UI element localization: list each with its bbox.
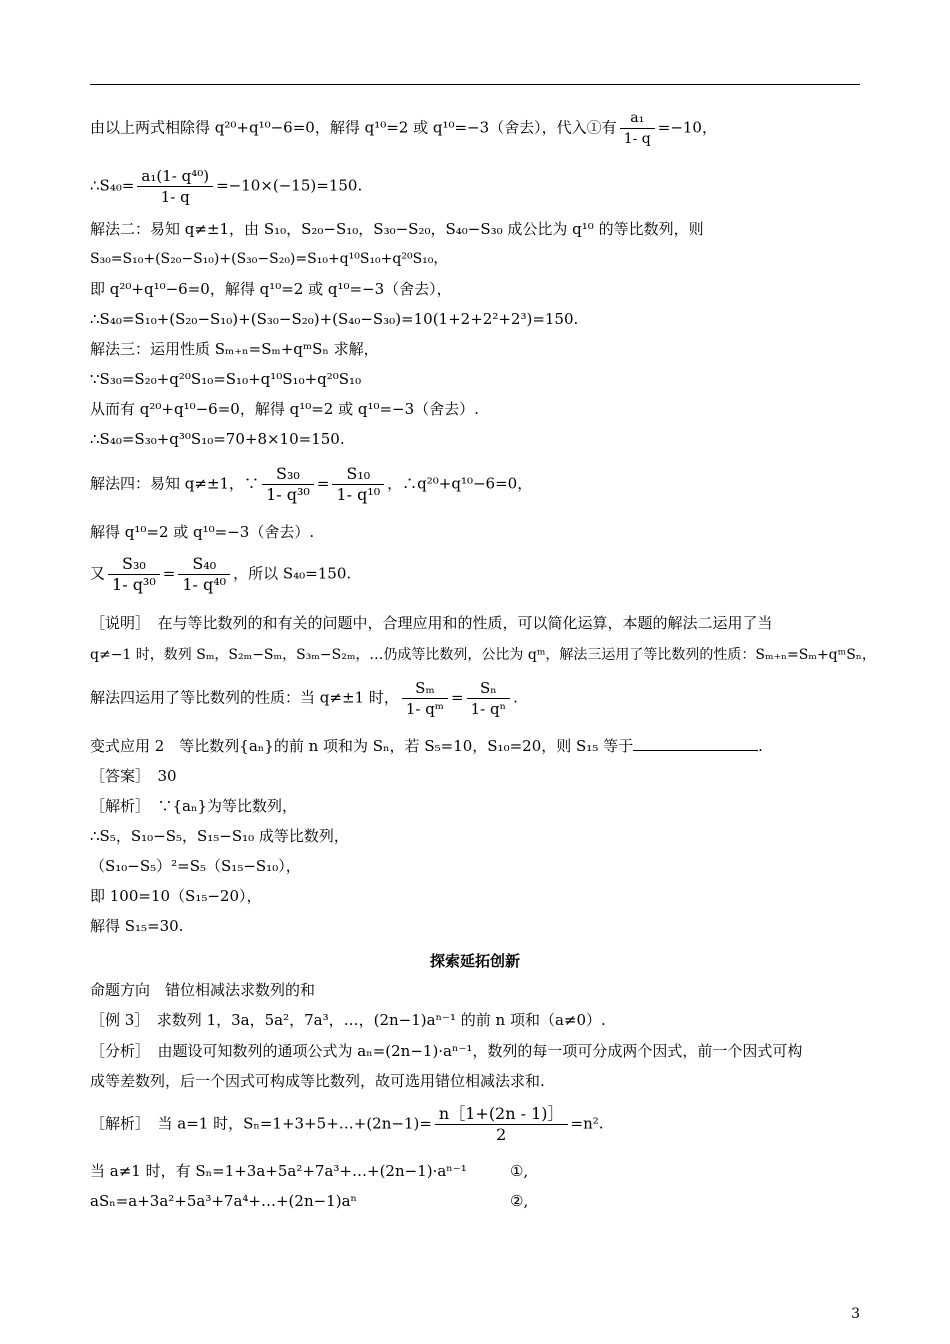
denominator: 1- qⁿ	[470, 700, 507, 718]
line-20: ∴S₅，S₁₀−S₅，S₁₅−S₁₀ 成等比数列，	[90, 827, 349, 845]
numerator: S₄₀	[178, 554, 230, 575]
line-1	[90, 108, 717, 149]
denominator: 1- q³⁰	[112, 575, 156, 594]
line-14: ［说明］ 在与等比数列的和有关的问题中，合理应用和的性质，可以简化运算，本题的解法二运用了当	[90, 614, 773, 632]
line-7: 解法三：运用性质 Sₘ₊ₙ=Sₘ+qᵐSₙ 求解，	[90, 340, 379, 358]
text: ∴S₄₀=	[90, 176, 135, 195]
line-9: 从而有 q²⁰+q¹⁰−6=0，解得 q¹⁰=2 或 q¹⁰=−3（舍去）.	[90, 400, 479, 418]
text: .	[758, 737, 763, 755]
line-5: 即 q²⁰+q¹⁰−6=0，解得 q¹⁰=2 或 q¹⁰=−3（舍去），	[90, 280, 452, 298]
equals: =	[316, 474, 330, 493]
fraction	[108, 554, 160, 595]
line-10: ∴S₄₀=S₃₀+q³⁰S₁₀=70+8×10=150.	[90, 430, 345, 448]
denominator: 1- qᵐ	[405, 700, 445, 718]
line-3: 解法二：易知 q≠±1，由 S₁₀，S₂₀−S₁₀，S₃₀−S₂₀，S₄₀−S₃₀ 成公比为 q¹⁰ 的等比数列，则	[90, 220, 704, 238]
text: 解法四：易知 q≠±1，∵	[90, 474, 260, 493]
equals: =	[162, 564, 176, 583]
line-18: ［答案］ 30	[90, 767, 177, 785]
line-16	[90, 678, 518, 719]
text: =−10，	[657, 118, 717, 137]
fraction	[467, 678, 510, 719]
numerator: S₁₀	[332, 464, 384, 485]
denominator: 2	[496, 1125, 507, 1144]
page-number: 3	[851, 1306, 860, 1322]
numerator: Sₙ	[467, 678, 510, 699]
answer-blank	[633, 736, 758, 751]
text: 又	[90, 564, 106, 583]
line-11	[90, 464, 532, 505]
line-12: 解得 q¹⁰=2 或 q¹⁰=−3（舍去）.	[90, 523, 315, 541]
fraction	[402, 678, 448, 719]
fraction	[178, 554, 230, 595]
section-heading: 探索延拓创新	[429, 952, 520, 970]
line-13	[90, 554, 351, 595]
numerator: S₃₀	[262, 464, 314, 485]
line-21: （S₁₀−S₅）²=S₅（S₁₅−S₁₀），	[90, 857, 301, 875]
denominator: 1- q⁴⁰	[182, 575, 227, 594]
denominator: 1- q¹⁰	[336, 485, 381, 504]
line-29	[90, 1161, 529, 1181]
denominator: 1- q³⁰	[266, 485, 310, 504]
line-22: 即 100=10（S₁₅−20），	[90, 887, 262, 905]
equation-mark: ②,	[510, 1192, 529, 1210]
fraction	[620, 108, 655, 149]
numerator: a₁	[620, 108, 655, 129]
line-26: ［分析］ 由题设可知数列的通项公式为 aₙ=(2n−1)·aⁿ⁻¹，数列的每一项可分成两个因式，前一个因式可构	[90, 1042, 803, 1060]
fraction	[262, 464, 314, 505]
equals: =	[451, 688, 464, 707]
line-15: q≠−1 时，数列 Sₘ，S₂ₘ−Sₘ，S₃ₘ−S₂ₘ，…仍成等比数列，公比为 qᵐ，解法三运用了等比数列的性质：Sₘ₊ₙ=Sₘ+qᵐSₙ，	[90, 647, 876, 663]
line-6: ∴S₄₀=S₁₀+(S₂₀−S₁₀)+(S₃₀−S₂₀)+(S₄₀−S₃₀)=10(1+2+2²+2³)=150.	[90, 310, 579, 328]
fraction	[137, 166, 213, 207]
line-19: ［解析］ ∵{aₙ}为等比数列，	[90, 797, 298, 815]
denominator: 1- q	[160, 188, 190, 206]
text: .	[513, 688, 518, 707]
text: =n².	[570, 1114, 604, 1133]
text: 变式应用 2 等比数列{aₙ}的前 n 项和为 Sₙ，若 S₅=10，S₁₀=20，则 S₁₅ 等于	[90, 737, 634, 755]
numerator: Sₘ	[402, 678, 448, 699]
line-23: 解得 S₁₅=30.	[90, 917, 184, 935]
line-17	[90, 736, 763, 756]
text: ，∴q²⁰+q¹⁰−6=0，	[387, 474, 533, 493]
text: ，所以 S₄₀=150.	[233, 564, 352, 583]
fraction	[435, 1104, 568, 1145]
numerator: S₃₀	[108, 554, 160, 575]
line-4: S₃₀=S₁₀+(S₂₀−S₁₀)+(S₃₀−S₂₀)=S₁₀+q¹⁰S₁₀+q²⁰S₁₀，	[90, 251, 448, 267]
header-rule	[90, 84, 860, 85]
line-27: 成等差数列，后一个因式可构成等比数列，故可选用错位相减法求和.	[90, 1072, 545, 1090]
text: 解法四运用了等比数列的性质：当 q≠±1 时，	[90, 688, 399, 707]
text: ［解析］ 当 a=1 时，Sₙ=1+3+5+…+(2n−1)=	[90, 1114, 432, 1133]
line-28	[90, 1104, 604, 1145]
fraction	[332, 464, 384, 505]
text: aSₙ=a+3a²+5a³+7a⁴+…+(2n−1)aⁿ	[90, 1192, 358, 1210]
text: =−10×(−15)=150.	[216, 176, 363, 195]
equation-mark: ①,	[510, 1162, 529, 1180]
line-24: 命题方向 错位相减法求数列的和	[90, 981, 316, 999]
line-2	[90, 166, 362, 207]
numerator: n［1+(2n - 1)］	[435, 1104, 568, 1125]
denominator: 1- q	[623, 131, 651, 147]
line-8: ∵S₃₀=S₂₀+q²⁰S₁₀=S₁₀+q¹⁰S₁₀+q²⁰S₁₀	[90, 370, 362, 388]
line-30	[90, 1191, 529, 1211]
text: 由以上两式相除得 q²⁰+q¹⁰−6=0，解得 q¹⁰=2 或 q¹⁰=−3（舍去），代入①有	[90, 118, 617, 137]
line-25: ［例 3］ 求数列 1，3a，5a²，7a³，…，(2n−1)aⁿ⁻¹ 的前 n 项和（a≠0）.	[90, 1011, 606, 1029]
numerator: a₁(1- q⁴⁰)	[137, 166, 213, 187]
text: 当 a≠1 时，有 Sₙ=1+3a+5a²+7a³+…+(2n−1)·aⁿ⁻¹	[90, 1162, 467, 1180]
